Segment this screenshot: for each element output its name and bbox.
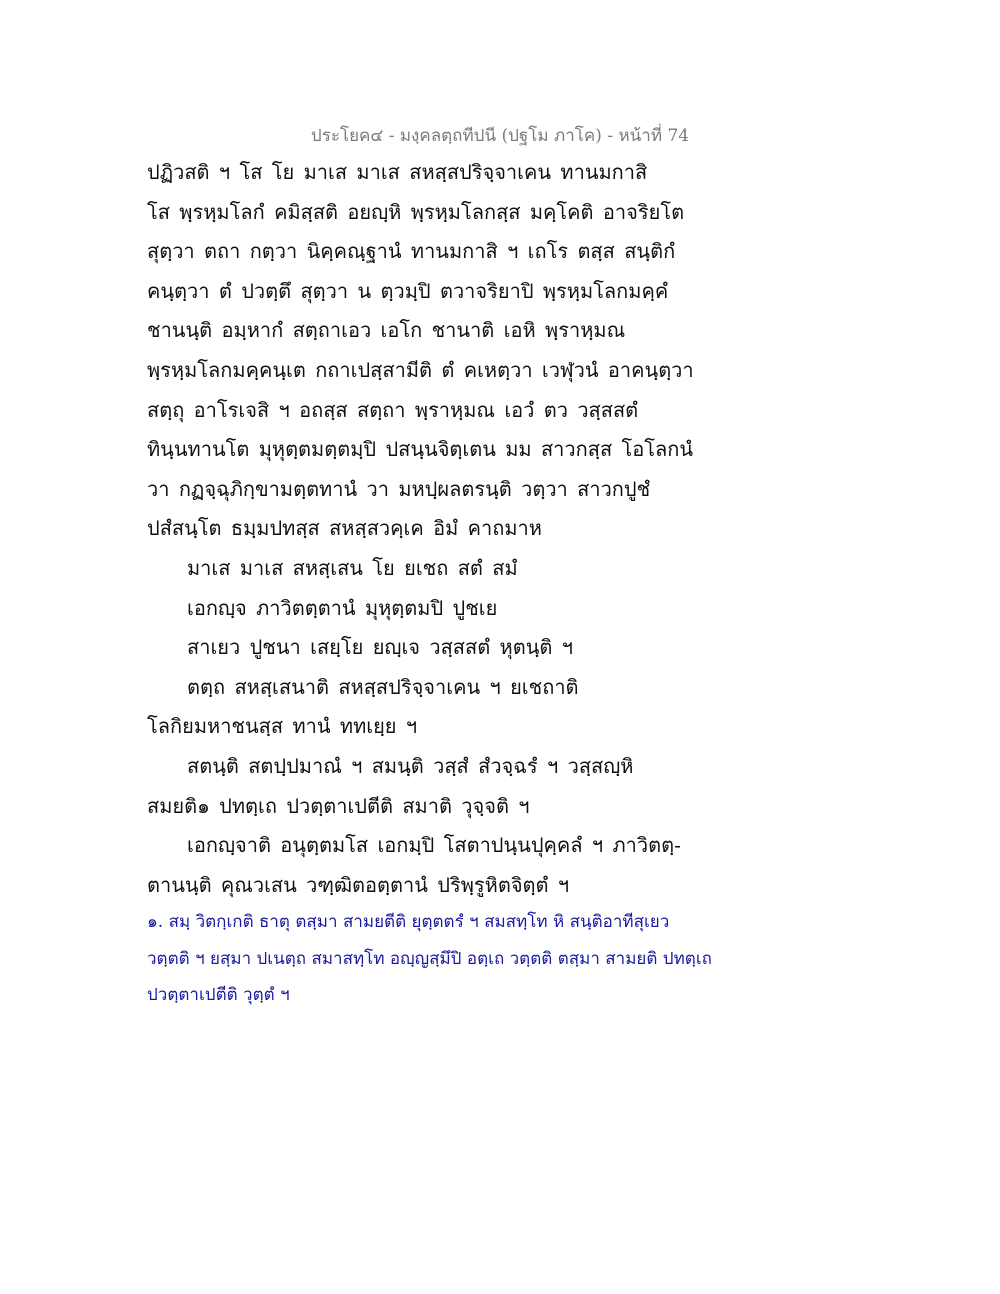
paragraph-line: เอกญฺจาติ อนุตฺตมโส เอกมฺปิ โสตาปนฺนปุคฺคลํ ฯ ภาวิตตฺ- (187, 833, 681, 858)
verse-line: สาเยว ปูชนา เสยฺโย ยญฺเจ วสฺสสตํ หุตนฺติ ฯ (187, 635, 573, 660)
running-header: ประโยค๔ - มงฺคลตฺถทีปนี (ปฐโม ภาโค) - หน้าที่ 74 (310, 126, 690, 146)
footnotes (147, 904, 867, 1014)
paragraph-line: ตตฺถ สหสฺเสนาติ สหสฺสปริจฺจาเคน ฯ ยเชถาติ (187, 674, 579, 699)
footnote-line: วตฺตติ ฯ ยสฺมา ปเนตฺถ สมาสทฺโท อญฺญสฺมึปิ อตฺเถ วตฺตติ ตสฺมา สามยติ ปทตฺเถ (147, 948, 712, 969)
footnote-line: ปวตฺตาเปตีติ วุตฺตํ ฯ (147, 985, 290, 1005)
paragraph-line: คนฺตฺวา ตํ ปวตฺตึ สุตฺวา น ตฺวมฺปิ ตวาจริยาปิ พฺรหฺมโลกมคฺคํ (147, 278, 669, 303)
paragraph-line: ทินฺนทานโต มุหุตฺตมตฺตมฺปิ ปสนฺนจิตฺเตน มม สาวกสฺส โอโลกนํ (147, 437, 694, 462)
verse-line: เอกญฺจ ภาวิตตฺตานํ มุหุตฺตมปิ ปูชเย (187, 595, 498, 620)
paragraph-line: ชานนฺติ อมฺหากํ สตฺถาเอว เอโก ชานาติ เอหิ พฺราหฺมณ (147, 318, 626, 343)
paragraph-line: ปสํสนฺโต ธมฺมปทสฺส สหสฺสวคฺเค อิมํ คาถมาห (147, 516, 542, 541)
paragraph-line: สมยติ๑ ปทตฺเถ ปวตฺตาเปตีติ สมาติ วุจฺจติ ฯ (147, 793, 530, 818)
paragraph-line: สุตฺวา ตถา กตฺวา นิคฺคณฺฐานํ ทานมกาสิ ฯ เถโร ตสฺส สนฺติกํ (147, 239, 676, 264)
paragraph-line: วา กฏจฺฉุภิกฺขามตฺตทานํ วา มหปฺผลตรนฺติ วตฺวา สาวกปูชํ (147, 476, 651, 501)
paragraph-line: พฺรหฺมโลกมคฺคนฺเต กถาเปสฺสามีติ ตํ คเหตฺวา เวฬุวนํ อาคนฺตฺวา (147, 357, 694, 382)
paragraph-line: โส พฺรหฺมโลกํ คมิสฺสติ อยญฺหิ พฺรหฺมโลกสฺส มคฺโคติ อาจริยโต (147, 199, 685, 224)
body-text (147, 153, 867, 905)
footnote-line: ๑. สมฺ วิตกฺเกติ ธาตุ ตสฺมา สามยตีติ ยุตฺตตรํ ฯ สมสทฺโท หิ สนฺติอาทีสุเยว (147, 912, 670, 932)
paragraph-line: โลกิยมหาชนสฺส ทานํ ททเยฺย ฯ (147, 714, 418, 739)
paragraph-line: ตานนฺติ คุณวเสน วฑฺฒิตอตฺตานํ ปริพฺรูหิตจิตฺตํ ฯ (147, 872, 570, 897)
paragraph-line: ปฏิวสติ ฯ โส โย มาเส มาเส สหสฺสปริจฺจาเคน ทานมกาสิ (147, 160, 648, 184)
paragraph-line: สตนฺติ สตปฺปมาณํ ฯ สมนฺติ วสฺสํ สํวจฺฉรํ ฯ วสฺสญฺหิ (187, 753, 634, 778)
paragraph-line: สตฺถุ อาโรเจสิ ฯ อถสฺส สตฺถา พฺราหฺมณ เอวํ ตว วสฺสสตํ (147, 397, 639, 422)
verse-line: มาเส มาเส สหสฺเสน โย ยเชถ สตํ สมํ (187, 555, 518, 580)
